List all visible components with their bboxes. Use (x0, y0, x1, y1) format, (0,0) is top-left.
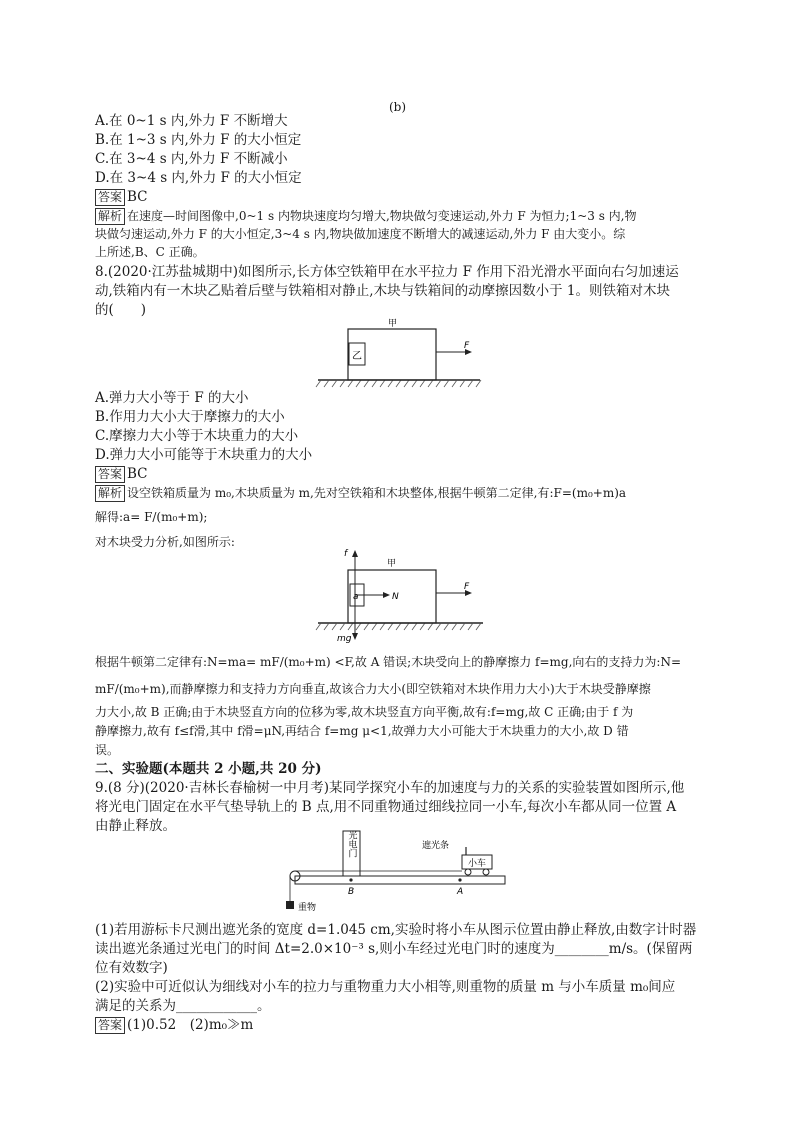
analysis-tag: 解析 (95, 485, 125, 502)
force-label: F (464, 341, 470, 351)
q9-answer: (1)0.52 (2)m₀≫m (127, 1017, 254, 1033)
force-label: F (464, 582, 470, 592)
q8-analysis2-line-5: 误。 (95, 743, 120, 757)
weight-block (286, 901, 294, 909)
answer-tag: 答案 (95, 466, 125, 483)
arrow-head-icon (352, 633, 358, 640)
wheel-icon (465, 869, 471, 875)
q8-analysis-row (95, 484, 626, 503)
q8-option-b: B.作用力大小大于摩擦力的大小 (95, 409, 285, 425)
q7-analysis-row (95, 207, 637, 226)
point-a-label: A (457, 887, 464, 897)
analysis-tag: 解析 (95, 208, 125, 225)
gate-label: 光电门 (346, 830, 357, 858)
q8-option-c: C.摩擦力大小等于木块重力的大小 (95, 428, 299, 444)
q9-part-line-3: 位有效数字) (95, 960, 168, 976)
q8-stem-line-1: 8.(2020·江苏盐城期中)如图所示,长方体空铁箱甲在水平拉力 F 作用下沿光滑水平面向右匀加速运 (95, 264, 679, 280)
q8-analysis-line-3: 对木块受力分析,如图所示: (95, 535, 235, 549)
q9-part-line-4: (2)实验中可近似认为细线对小车的拉力与重物重力大小相等,则重物的质量 m 与小车质量 m₀间应 (95, 979, 676, 995)
q9-answer-row (95, 1016, 253, 1035)
q8-analysis2-line-4: 静摩擦力,故有 f≤f滑,其中 f滑=μN,再结合 f=mg μ<1,故弹力大小可能大于木块重力的大小,故 D 错 (95, 724, 629, 738)
car-label: 小车 (467, 859, 487, 869)
q8-analysis-line-2: 解得:a= F/(m₀+m); (95, 510, 208, 524)
q9-stem-line-1: 9.(8 分)(2020·吉林长春榆树一中月考)某同学探究小车的加速度与力的关系的实验装置如图所示,他 (95, 780, 685, 796)
normal-label: N (392, 592, 399, 602)
q8-analysis2-line-3: 力大小,故 B 正确;由于木块竖直方向的位移为零,故木块竖直方向平衡,故有:f=mg,故 C 正确;由于 f 为 (95, 705, 634, 719)
q7-analysis-line-2: 块做匀速运动,外力 F 的大小恒定,3~4 s 内,物块做加速度不断增大的减速运动,外力 F 由大变小。综 (95, 227, 626, 241)
q8-figure-box (315, 318, 485, 388)
figure-b-caption: (b) (389, 100, 407, 114)
answer-tag: 答案 (95, 1017, 125, 1034)
weight-label: 重物 (298, 903, 317, 913)
block-label: a (353, 592, 359, 602)
q7-option-c: C.在 3~4 s 内,外力 F 不断减小 (95, 151, 288, 167)
q8-analysis2-line-2: mF/(m₀+m),而静摩擦力和支持力方向垂直,故该合力大小(即空铁箱对木块作用力大小)大于木块受静摩擦 (95, 682, 651, 696)
point-b (349, 878, 352, 881)
q9-part-line-1: (1)若用游标卡尺测出遮光条的宽度 d=1.045 cm,实验时将小车从图示位置由静止释放,由数字计时器 (95, 922, 697, 938)
q7-analysis-line-3: 上所述,B、C 正确。 (95, 245, 205, 259)
box-label: 甲 (387, 559, 397, 569)
section-heading: 二、实验题(本题共 2 小题,共 20 分) (95, 761, 322, 777)
air-track (295, 876, 505, 884)
q7-answer: BC (127, 189, 148, 205)
q7-analysis-line-1: 在速度—时间图像中,0~1 s 内物块速度均匀增大,物块做匀变速运动,外力 F 为恒力;1~3 s 内,物 (127, 209, 637, 223)
block-label: 乙 (352, 351, 362, 362)
q8-option-a: A.弹力大小等于 F 的大小 (95, 390, 249, 406)
box-label: 甲 (388, 319, 398, 329)
arrow-head-icon (352, 550, 358, 557)
q7-option-d: D.在 3~4 s 内,外力 F 的大小恒定 (95, 170, 302, 186)
wheel-icon (483, 869, 489, 875)
q9-stem-line-2: 将光电门固定在水平气垫导轨上的 B 点,用不同重物通过细线拉同一小车,每次小车都从同一位置 A (95, 799, 677, 815)
q8-analysis-line-1: 设空铁箱质量为 m₀,木块质量为 m,先对空铁箱和木块整体,根据牛顿第二定律,有:F=(m₀+m)a (127, 486, 627, 500)
q7-option-a: A.在 0~1 s 内,外力 F 不断增大 (95, 113, 288, 129)
point-a (458, 878, 461, 881)
q8-answer: BC (127, 466, 148, 482)
q8-force-diagram (315, 546, 490, 646)
q8-stem-line-3: 的( ) (95, 302, 147, 318)
q7-option-b: B.在 1~3 s 内,外力 F 的大小恒定 (95, 132, 302, 148)
point-b-label: B (348, 887, 355, 897)
q8-analysis2-line-1: 根据牛顿第二定律有:N=ma= mF/(m₀+m) <F,故 A 错误;木块受向上的静摩擦力 f=mg,向右的支持力为:N= (95, 655, 681, 669)
friction-label: f (344, 549, 348, 559)
q9-apparatus-figure (280, 828, 515, 916)
q8-answer-row (95, 465, 148, 484)
q9-part-line-2: 读出遮光条通过光电门的时间 Δt=2.0×10⁻³ s,则小车经过光电门时的速度为________m/s。(保留两 (95, 941, 693, 957)
answer-tag: 答案 (95, 189, 125, 206)
q8-stem-line-2: 动,铁箱内有一木块乙贴着后壁与铁箱相对静止,木块与铁箱间的动摩擦因数小于 1。则铁箱对木块 (95, 283, 670, 299)
arrow-head-icon (383, 592, 390, 598)
strip-label: 遮光条 (422, 841, 450, 851)
q9-part-line-5: 满足的关系为____________。 (95, 998, 271, 1014)
q9-stem-line-3: 由静止释放。 (95, 818, 176, 834)
q7-answer-row (95, 188, 148, 207)
gravity-label: mg (337, 634, 352, 644)
q8-option-d: D.弹力大小可能等于木块重力的大小 (95, 447, 313, 463)
